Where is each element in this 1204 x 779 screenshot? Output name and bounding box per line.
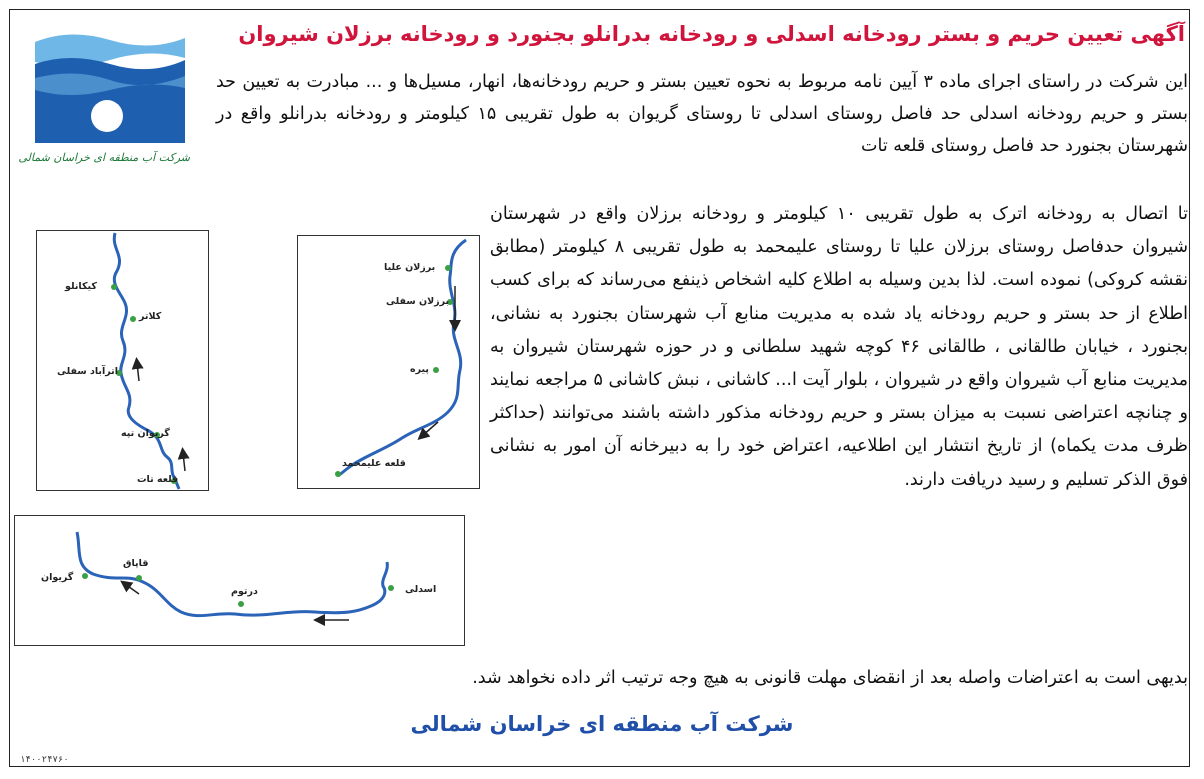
map-asadli xyxy=(14,515,465,646)
village-label: برزلان علیا xyxy=(384,262,436,273)
map-barzelan xyxy=(297,235,480,489)
logo-caption: شرکت آب منطقه ای خراسان شمالی xyxy=(18,151,190,164)
notice-title: آگهی تعیین حریم و بستر رودخانه اسدلی و رودخانه بدرانلو بجنورد و رودخانه برزلان شیروان xyxy=(238,22,1185,46)
village-label: درتوم xyxy=(231,586,258,597)
publication-code: ۱۴۰۰۲۴۷۶۰ xyxy=(20,755,69,765)
village-label: کلاتر xyxy=(139,311,162,322)
village-label: برزلان سفلی xyxy=(386,296,450,307)
footer-company-name: شرکت آب منطقه ای خراسان شمالی xyxy=(410,712,794,736)
village-label: پیره xyxy=(410,364,429,375)
village-label: اترآباد سفلی xyxy=(57,366,118,377)
village-label: گریوان xyxy=(41,572,74,583)
village-label: کیکانلو xyxy=(65,281,97,292)
paragraph-main: تا اتصال به رودخانه اترک به طول تقریبی ۱۰ کیلومتر و رودخانه برزلان واقع در شهرستان شیروان حدفاصل روستای برزلان علیا تا روستای علیمحمد به طول تقریبی ۸ کیلومتر (مطابق نقشه کروکی) نموده است. لذا بدین وسیله به اطلاع کلیه اشخاص ذینفع می‌رساند که برای کسب اطلاع از حد بستر و حریم رودخانه یاد شده به مدیریت منابع آب شهرستان بجنورد به نشانی، بجنورد ، خیابان طالقانی ، طالقانی ۴۶ کوچه شهید سلطانی و در حوزه شهرستان شیروان به مدیریت منابع آب شیروان واقع در شیروان ، بلوار آیت ا... کاشانی ، نبش کاشانی ۵ مراجعه نمایند و چنانچه اعتراضی نسبت به میزان بستر و حریم رودخانه مذکور داشته باشند می‌توانند (حداکثر ظرف مدت یکماه) از تاریخ انتشار این اطلاعیه، اعتراض خود را به دبیرخانه آن امور به نشانی فوق الذکر تسلیم و رسید دریافت دارند. xyxy=(490,204,1188,490)
village-label: قلعه تات xyxy=(137,474,179,485)
paragraph-intro: این شرکت در راستای اجرای ماده ۳ آیین نامه مربوط به نحوه تعیین بستر و حریم رودخانه‌ها، انهار، مسیل‌ها و ... مبادرت به تعیین حد بستر و حریم رودخانه اسدلی حد فاصل روستای اسدلی تا روستای گریوان به طول تقریبی ۱۵ کیلومتر و رودخانه بدرانلو واقع در شهرستان بجنورد حد فاصل روستای قلعه تات xyxy=(216,72,1189,156)
village-label: قاپاق xyxy=(123,558,149,569)
village-label: گریوان تپه xyxy=(121,428,170,439)
map-badranlu xyxy=(36,230,209,491)
village-label: قلعه علیمحمد xyxy=(342,458,406,469)
paragraph-closing: بدیهی است به اعتراضات واصله بعد از انقضای مهلت قانونی به هیچ وجه ترتیب اثر داده نخواهد شد. xyxy=(472,668,1188,688)
village-label: اسدلی xyxy=(405,584,437,595)
